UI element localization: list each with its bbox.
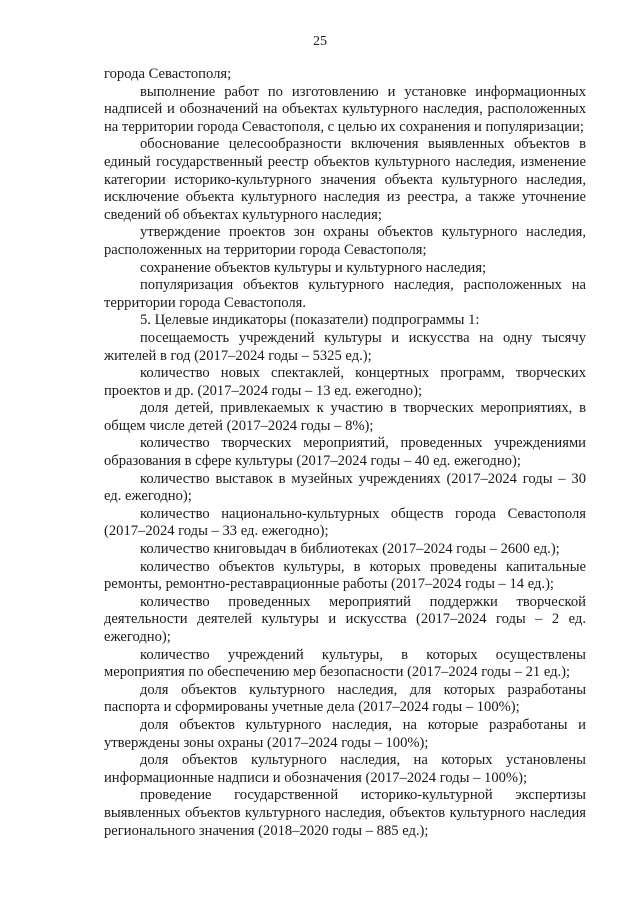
indicator-item: количество учреждений культуры, в которых осуществлены мероприятия по обеспечению мер безопасности (2017–2024 годы – 21 ед.); [104,646,586,681]
section-heading: 5. Целевые индикаторы (показатели) подпрограммы 1: [140,312,480,329]
page-number: 25 [313,34,327,49]
indicator-item: количество объектов культуры, в которых проведены капитальные ремонты, ремонтно-реставрационные работы (2017–2024 годы – 14 ед.); [104,558,586,593]
indicator-item: посещаемость учреждений культуры и искусства на одну тысячу жителей в год (2017–2024 годы – 5325 ед.); [104,329,586,364]
paragraph: обоснование целесообразности включения выявленных объектов в единый государственный реестр объектов культурного наследия, изменение категории историко-культурного значения объекта культурного наследия, исключение объекта культурного наследия из реестра, а также уточнение сведений об объектах культурного наследия; [104,136,586,223]
indicator-item: количество книговыдач в библиотеках (2017–2024 годы – 2600 ед.); [140,541,560,558]
indicator-item: количество выставок в музейных учреждениях (2017–2024 годы – 30 ед. ежегодно); [104,470,586,505]
indicator-item: количество проведенных мероприятий поддержки творческой деятельности деятелей культуры и искусства (2017–2024 годы – 2 ед. ежегодно); [104,593,586,645]
paragraph: города Севастополя; [104,66,232,82]
indicator-item: проведение государственной историко-культурной экспертизы выявленных объектов культурного наследия, объектов культурного наследия регионального значения (2018–2020 годы – 885 ед.); [104,787,586,839]
paragraph: выполнение работ по изготовлению и установке информационных надписей и обозначений на объектах культурного наследия, расположенных на территории города Севастополя, с целью их сохранения и популяризации; [104,83,586,135]
indicator-item: доля детей, привлекаемых к участию в творческих мероприятиях, в общем числе детей (2017–2024 годы – 8%); [104,400,586,434]
paragraph: популяризация объектов культурного наследия, расположенных на территории города Севастополя. [104,277,586,311]
indicator-item: количество новых спектаклей, концертных программ, творческих проектов и др. (2017–2024 годы – 13 ед. ежегодно); [104,365,586,399]
paragraph: утверждение проектов зон охраны объектов культурного наследия, расположенных на территории города Севастополя; [104,224,586,258]
indicator-item: количество творческих мероприятий, проведенных учреждениями образования в сфере культуры (2017–2024 годы – 40 ед. ежегодно); [104,435,586,470]
document-body [104,66,586,840]
paragraph: сохранение объектов культуры и культурного наследия; [140,259,487,276]
indicator-item: количество национально-культурных обществ города Севастополя (2017–2024 годы – 33 ед. ежегодно); [104,505,586,540]
indicator-item: доля объектов культурного наследия, на которых установлены информационные надписи и обозначения (2017–2024 годы – 100%); [104,752,586,786]
indicator-item: доля объектов культурного наследия, на которые разработаны и утверждены зоны охраны (2017–2024 годы – 100%); [104,716,586,751]
indicator-item: доля объектов культурного наследия, для которых разработаны паспорта и сформированы учетные дела (2017–2024 годы – 100%); [104,681,586,716]
